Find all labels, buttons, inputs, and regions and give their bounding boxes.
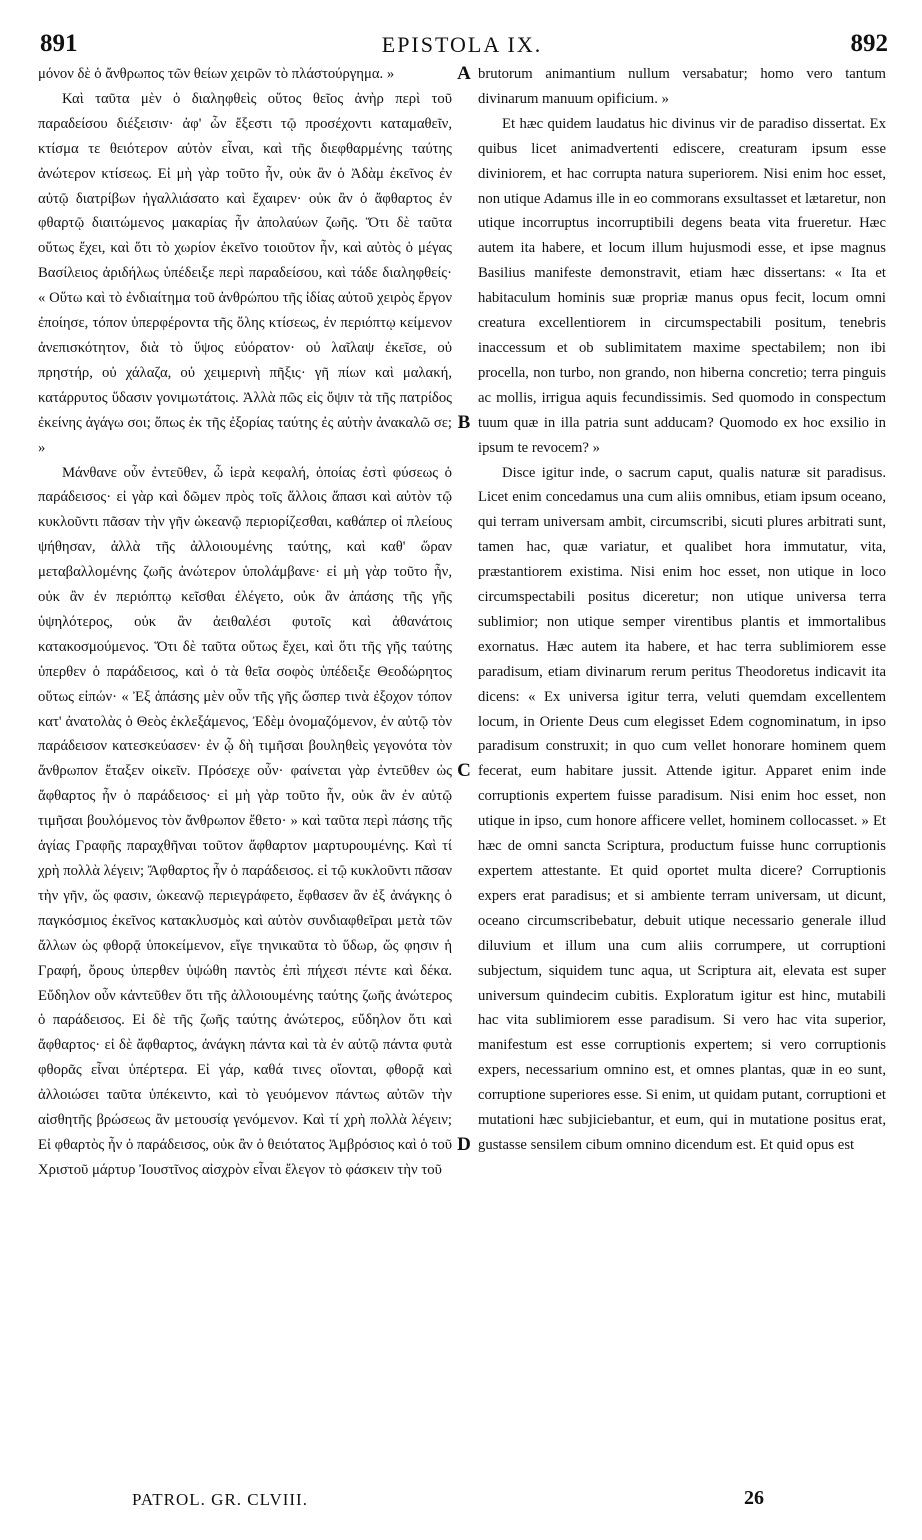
section-marker-c: C [457,760,471,781]
page-header [30,30,894,60]
greek-paragraph: Μάνθανε οὖν ἐντεῦθεν, ὦ ἱερὰ κεφαλή, ὁποίας ἐστὶ φύσεως ὁ παράδεισος· εἰ γὰρ καὶ δῶμεν πρὸς τοῖς ἄλλοις ἅπασι καὶ αὐτὸν τῷ κυκλοῦντι πᾶσαν τὴν γῆν ὠκεανῷ περιορίζεσθαι, καθάπερ οἱ πλείους ψήθησαν, ἀλλὰ τῆς ἀλλοιουμένης ταύτης, καὶ καθ' ὥραν μεταβαλλομένης ζωῆς ἀνώτερον ὑπολάμβανε· εἰ μὴ γὰρ τοῦτο ἦν, οὐκ ἂν ἐν περιόπτῳ κεῖσθαι ἐλέγετο, οὐκ ἂν ἁπάσης τῆς γῆς ὑψηλότερος, οὐκ ἂν ἀειθαλέσι φυτοῖς καὶ ἀθανάτοις κατακοσμούμενος. Ὅτι δὲ ταῦτα οὕτως ἔχει, καὶ ὅτι τῆς γῆς ταύτης ὑπερθεν ὁ παράδεισος, καὶ ὁ τὰ θεῖα σοφὸς ὑπέδειξε Θεοδώρητος οὕτως εἰπών· « Ἐξ ἁπάσης μὲν οὖν τῆς γῆς ὥσπερ τινὰ ἐξοχον τόπον κατ' ἀνατολὰς ὁ Θεὸς ἐκλεξάμενος, Ἐδὲμ ὀνομαζόμενον, ἐν αὐτῷ τὸν παράδεισον κατεσκεύασεν· ἐν ᾧ δὴ τιμῆσαι βουληθεὶς γεγονότα τὸν ἄνθρωπον ἔταξεν οἰκεῖν. Πρόσεχε οὖν· φαίνεται γὰρ ἐντεῦθεν ὡς ἄφθαρτος ἦν ὁ παράδεισος· εἰ μὴ γὰρ τοῦτο ἦν, οὐκ ἂν ἐν αὐτῷ τιμῆσαι βουλόμενος τὸν ἄνθρωπον ἔθετο· » καὶ ταῦτα περὶ πάσης τῆς ἁγίας Γραφῆς παραχθῆναι τοῦτον ἄφθαρτον μαρτυρουμένης. Καὶ τί χρὴ πολλὰ λέγειν; Ἄφθαρτος ἦν ὁ παράδεισος. εἰ τῷ κυκλοῦντι πᾶσαν τὴν γῆν, ὥς φασιν, ὠκεανῷ περιεγράφετο, ἔφθασεν ἂν ἐξ ἀνάγκης ὁ παγκόσμιος ἐκεῖνος κατακλυσμὸς καὶ αὐτὸν συνδιαφθεῖραι μετὰ τῶν ἄλλων ὡς φθορᾷ ὑποκείμενον, εἴγε τηνικαῦτα τὸ ὕδωρ, ὥς φησιν ἡ Γραφή, ὄρους ὑπερθεν ὑψώθη παντὸς ἐπὶ πήχεσι πέντε καὶ δέκα. Εὔδηλον οὖν κἀντεῦθεν ὅτι τῆς ἀλλοιουμένης ταύτης ζωῆς ἀνώτερος ὁ παράδεισος. Εἰ δὲ τῆς ζωῆς ταύτης ἀνώτερος, εὔδηλον ὅτι καὶ ἄφθαρτος· εἰ δὲ ἄφθαρτος, ἀνάγκη πάντα καὶ τὰ ἐν αὐτῷ πάντα φυτὰ φθορᾶς εἶναι ὑπέρτερα. Εἰ γάρ, καθά τινες οἴονται, φθορᾷ καὶ ἀλλοιώσει ταῦτα ὑπέκειντο, καὶ τὸ γευόμενον πάντως αὐτῶν τὴν αἰσθητῆς βρώσεως ἂν μετουσίᾳ γενόμενον. Καὶ τί χρὴ πολλὰ λέγειν; Εἰ φθαρτὸς ἦν ὁ παράδεισος, οὐκ ἂν ὁ θειότατος Ἀμβρόσιος καὶ ὁ τοῦ Χριστοῦ μάρτυρ Ἰουστῖνος αἰσχρὸν εἶναι ἔλεγον τὸ φάσκειν τὴν τοῦ [38,464,452,1178]
page-number-left: 891 [40,30,78,57]
footer-gathering-number: 26 [744,1487,764,1509]
footer-series-signature: PATROL. GR. CLVIII. [132,1490,308,1509]
page-number-right: 892 [850,30,888,57]
greek-paragraph: μόνον δὲ ὁ ἄνθρωπος τῶν θείων χειρῶν τὸ πλάστούργημα. » [38,66,395,82]
latin-paragraph: brutorum animantium nullum versabatur; homo vero tantum divinarum manuum opificium. » [478,66,886,107]
section-marker-b: B [457,412,471,433]
running-title: EPISTOLA IX. [381,32,543,57]
section-marker-a: A [457,63,471,84]
latin-text-column [478,62,886,1158]
greek-text-column [38,62,452,1183]
section-marker-d: D [457,1134,471,1155]
greek-paragraph: Καὶ ταῦτα μὲν ὁ διαληφθεὶς οὕτος θεῖος ἀνὴρ περὶ τοῦ παραδείσου διέξεισιν· ἀφ' ὧν ἔξεστι τῷ προσέχοντι καταμαθεῖν, κτίσμα τε θειότερον αὐτὸν εἶναι, καὶ τῆς διεφθαρμένης ταύτης ἀνώτερον κτίσεως. Εἰ μὴ γὰρ τοῦτο ἦν, οὐκ ἂν ὁ Ἀδὰμ ἐκεῖνος ἐν αὐτῷ διατρίβων ἠγαλλιάσατο καὶ ἔχαιρεν· οὐκ ἂν ὁ ἄφθαρτος ἐν φθαρτῷ διαιτώμενος μακαρίας ἦν ἀπολαύων ζωῆς. Ὅτι δὲ ταῦτα οὕτως ἔχει, καὶ ὅτι τὸ χωρίον ἐκεῖνο τοιοῦτον ἦν, καὶ αὐτὸς ὁ μέγας Βασίλειος ἀριδήλως ὑπέδειξε περὶ παραδείσου, καὶ τάδε διαληφθείς· « Οὕτω καὶ τὸ ἐνδιαίτημα τοῦ ἀνθρώπου τῆς ἰδίας αὐτοῦ χειρὸς ἔργον ἐποίησε, τόπον ὑπερφέροντα τῆς ὅλης κτίσεως, ἐν περιόπτῳ κείμενον ἀνεπισκότητον, διὰ τὸ ὕψος εὐόρατον· οὐ λαῖλαψ ἐκεῖσε, οὐ πρηστήρ, οὐ χάλαζα, οὐ χειμερινὴ πῆξις· γῆ πίων καὶ μαλακή, κατάρρυτος ὕδασιν γονιμωτάτοις. Ἀλλὰ πῶς εἰς ὄψιν τὰ τῆς πατρίδος ἐκείνης ἀγάγω σοι; ὅπως ἐκ τῆς ἐξορίας ταύτης ἐς αὐτὴν ἀνακαλῶ σε; » [38,90,452,456]
latin-paragraph: Disce igitur inde, o sacrum caput, qualis naturæ sit paradisus. Licet enim concedamus una cum aliis omnibus, etiam ipsum oceano, qui terram universam ambit, circumscribi, sicuti plures arbitrati sunt, tamen hac, quæ variatur, et qualibet hora immutatur, vita, præstantiorem existima. Nisi enim hoc esset, non utique in loco circumspectabili positus diceretur; non utique universa terra sublimior; non utique semper virentibus plantis et immortalibus exornatus. Hæc autem ita habere, et hac terra sublimiorem esse paradisum, etiam divinarum rerum peritus Theodoretus indicavit ita dicens: « Ex universa igitur terra, veluti quemdam excellentem locum, in Oriente Deus cum elegisset Edem cognominatum, in ipso paradisum construxit; in quo cum vellet honorare hominem quem fecerat, eum habitare jussit. Attende igitur. Apparet enim inde corruptionis expertem fuisse paradisum. Nisi enim hoc esset, non utique in ipso, cum honore afficere vellet, hominem collocasset. » Et hæc de omni sancta Scriptura, productum fuisse hunc corruptionis expertem attestante. Et quid oportet multa dicere? Corruptionis expers erat paradisus; et si ambiente terram universam, ut dicunt, oceano circumscribebatur, debuit utique necessario generale illud diluvium et illum una cum aliis corrumpere, ut corruptioni subjectum, siquidem tunc aqua, ut Scriptura ait, elevata est super universum quindecim cubitis. Exploratum igitur est hinc, mutabili hac vita sublimiorem esse paradisum. Si vero hac vita superior, manifestum est esse corruptionis expertem; si vero corruptionis expers, necessarium omnino est, et omnes plantas, quæ in eo sunt, corruptione superiores esse. Si enim, ut quidam putant, corruptioni et mutationi hæc subjiciebantur, et eum, qui in mutatione positus erat, gustasse sensilem cibum omnino dicendum est. Et quid opus est [478,464,886,1153]
latin-paragraph: Et hæc quidem laudatus hic divinus vir de paradiso dissertat. Ex quibus licet animadvertenti ediscere, creaturam ipsum esse diviniorem, et hac corrupta natura superiorem. Nisi enim hoc esset, non utique Adamus ille in eo commorans exsultasset et lætaretur, non utique incorruptus incorruptibili degens beata vita frueretur. Hæc autem ita habere, et locum illum hujusmodi esse, et ipse magnus Basilius manifeste demonstravit, etiam hæc dissertans: « Ita et habitaculum hominis suæ propriæ manus opus fecit, locum omni creatura excellentiorem in circumspectabili positum, tenebris inaccessum et ob sublimitatem maxime spectabilem; non ibi procella, non turbo, non grando, non hiberna concretio; terra pinguis ac mollis, irrigua aquis fecundissimis. Sed quomodo in conspectum tuum quæ in illa patria sunt adducam? Quomodo ex hoc exsilio in ipsum te revocem? » [478,115,886,456]
